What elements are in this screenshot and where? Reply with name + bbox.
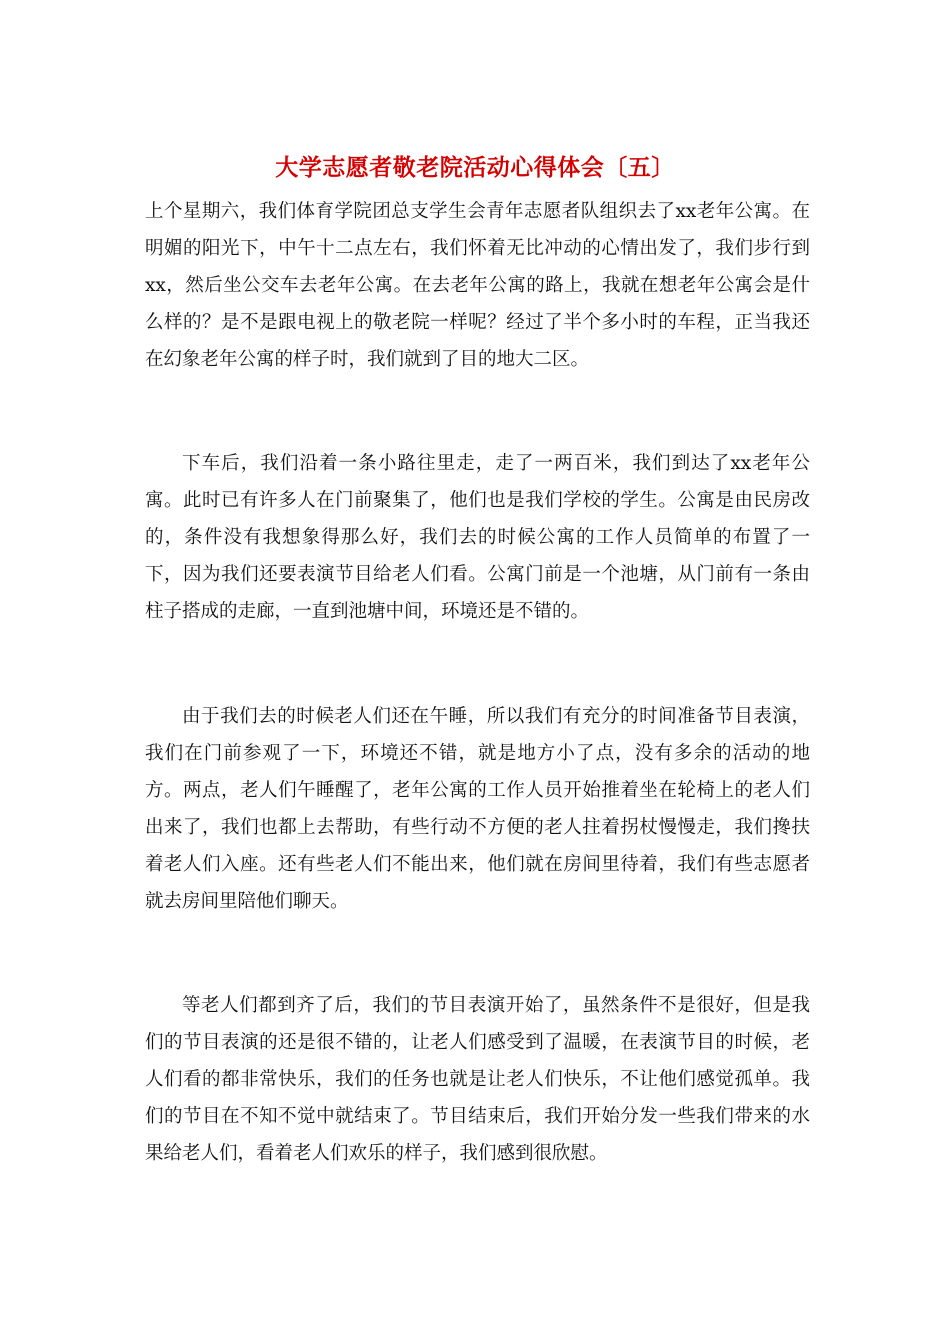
document-title: 大学志愿者敬老院活动心得体会〔五〕 <box>275 154 675 181</box>
paragraph-3: 由于我们去的时候老人们还在午睡，所以我们有充分的时间准备节目表演，我们在门前参观了一下，环境还不错，就是地方小了点，没有多余的活动的地方。两点，老人们午睡醒了，老年公寓的工作人员开始推着坐在轮椅上的老人们出来了，我们也都上去帮助，有些行动不方便的老人拄着拐杖慢慢走，我们搀扶着老人们入座。还有些老人们不能出来，他们就在房间里待着，我们有些志愿者就去房间里陪他们聊天。 <box>145 706 810 912</box>
paragraph-1: 上个星期六，我们体育学院团总支学生会青年志愿者队组织去了xx老年公寓。在明媚的阳光下，中午十二点左右，我们怀着无比冲动的心情出发了，我们步行到xx，然后坐公交车去老年公寓。在去老年公寓的路上，我就在想老年公寓会是什么样的？是不是跟电视上的敬老院一样呢？经过了半个多小时的车程，正当我还在幻象老年公寓的样子时，我们就到了目的地大二区。 <box>145 201 810 370</box>
paragraph-4: 等老人们都到齐了后，我们的节目表演开始了，虽然条件不是很好，但是我们的节目表演的还是很不错的，让老人们感受到了温暖，在表演节目的时候，老人们看的都非常快乐，我们的任务也就是让老人们快乐，不让他们感觉孤单。我们的节目在不知不觉中就结束了。节目结束后，我们开始分发一些我们带来的水果给老人们，看着老人们欢乐的样子，我们感到很欣慰。 <box>145 995 810 1164</box>
paragraph-2: 下车后，我们沿着一条小路往里走，走了一两百米，我们到达了xx老年公寓。此时已有许多人在门前聚集了，他们也是我们学校的学生。公寓是由民房改的，条件没有我想象得那么好，我们去的时候公寓的工作人员简单的布置了一下，因为我们还要表演节目给老人们看。公寓门前是一个池塘，从门前有一条由柱子搭成的走廊，一直到池塘中间，环境还是不错的。 <box>145 453 810 622</box>
